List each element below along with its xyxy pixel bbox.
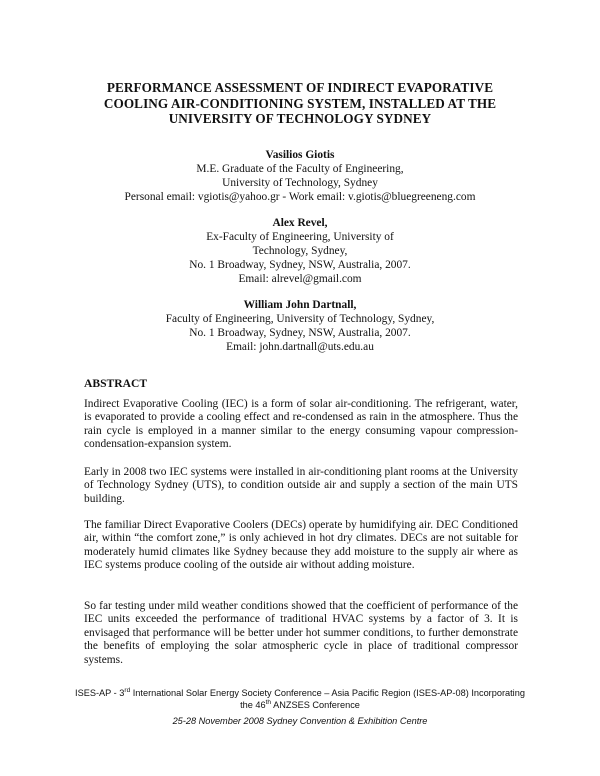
title-line: PERFORMANCE ASSESSMENT OF INDIRECT EVAPORATIVE	[106, 80, 494, 95]
abstract-paragraph: Indirect Evaporative Cooling (IEC) is a form of solar air-conditioning. The refrigerant, water, is evaporated to provide a cooling effect and re-condensed as rain in the atmosphere. Thus the rain cycle is employed in a manner similar to the energy consuming vapour compression-condensation-expansion system.	[84, 398, 518, 451]
footer-line	[60, 700, 540, 712]
abstract-paragraph: So far testing under mild weather conditions showed that the coefficient of performance of the IEC units exceeded the performance of traditional HVAC systems by a factor of 3. It is envisaged that performance will be better under hot summer conditions, to further demonstrate the benefits of employing the solar atmospheric cycle in place of traditional compressor systems.	[84, 600, 518, 666]
author-name: Alex Revel,	[272, 217, 328, 229]
author-affiliation: University of Technology, Sydney	[222, 177, 378, 189]
author-address: No. 1 Broadway, Sydney, NSW, Australia, 2007.	[189, 259, 411, 271]
abstract-paragraph: Early in 2008 two IEC systems were installed in air-conditioning plant rooms at the University of Technology Sydney (UTS), to condition outside air and supply a section of the main UTS building.	[84, 466, 518, 505]
footer-text: International Solar Energy Society Conference – Asia Pacific Region (ISES-AP-08) Incorporating	[130, 688, 525, 698]
title-line: COOLING AIR-CONDITIONING SYSTEM, INSTALLED AT THE	[103, 95, 497, 111]
footer-text: ISES-AP - 3	[75, 688, 125, 698]
author-name: Vasilios Giotis	[265, 149, 335, 161]
author-affiliation: Ex-Faculty of Engineering, University of	[206, 231, 394, 243]
abstract-heading: ABSTRACT	[84, 377, 148, 390]
footer-text: the 46	[240, 699, 266, 710]
author-name: William John Dartnall,	[243, 299, 357, 311]
author-email: Personal email: vgiotis@yahoo.gr - Work email: v.giotis@bluegreeneng.com	[124, 191, 476, 203]
footer-superscript: rd	[124, 686, 131, 694]
author-block	[60, 298, 540, 354]
footer-superscript: th	[265, 698, 272, 706]
footer-text: ANZSES Conference	[271, 699, 360, 710]
author-block	[60, 216, 540, 286]
author-email: Email: alrevel@gmail.com	[238, 273, 362, 285]
abstract-paragraph: The familiar Direct Evaporative Coolers (DECs) operate by humidifying air. DEC Conditioned air, within “the comfort zone,” is only achieved in hot dry climates. DECs are not suitable for moderately humid climates like Sydney because they add moisture to the supply air where as IEC systems produce cooling of the outside air without adding moisture.	[84, 519, 518, 572]
footer-line	[60, 688, 540, 700]
author-block	[60, 148, 540, 204]
title-line: UNIVERSITY OF TECHNOLOGY SYDNEY	[168, 111, 432, 126]
author-email: Email: john.dartnall@uts.edu.au	[226, 341, 374, 353]
paper-title	[70, 80, 530, 127]
author-affiliation: Technology, Sydney,	[252, 245, 348, 257]
author-affiliation: Faculty of Engineering, University of Technology, Sydney,	[165, 313, 435, 325]
venue-footer: 25-28 November 2008 Sydney Convention & Exhibition Centre	[172, 716, 428, 726]
author-affiliation: M.E. Graduate of the Faculty of Engineering,	[196, 163, 404, 175]
author-address: No. 1 Broadway, Sydney, NSW, Australia, 2007.	[189, 327, 411, 339]
conference-footer	[60, 688, 540, 711]
